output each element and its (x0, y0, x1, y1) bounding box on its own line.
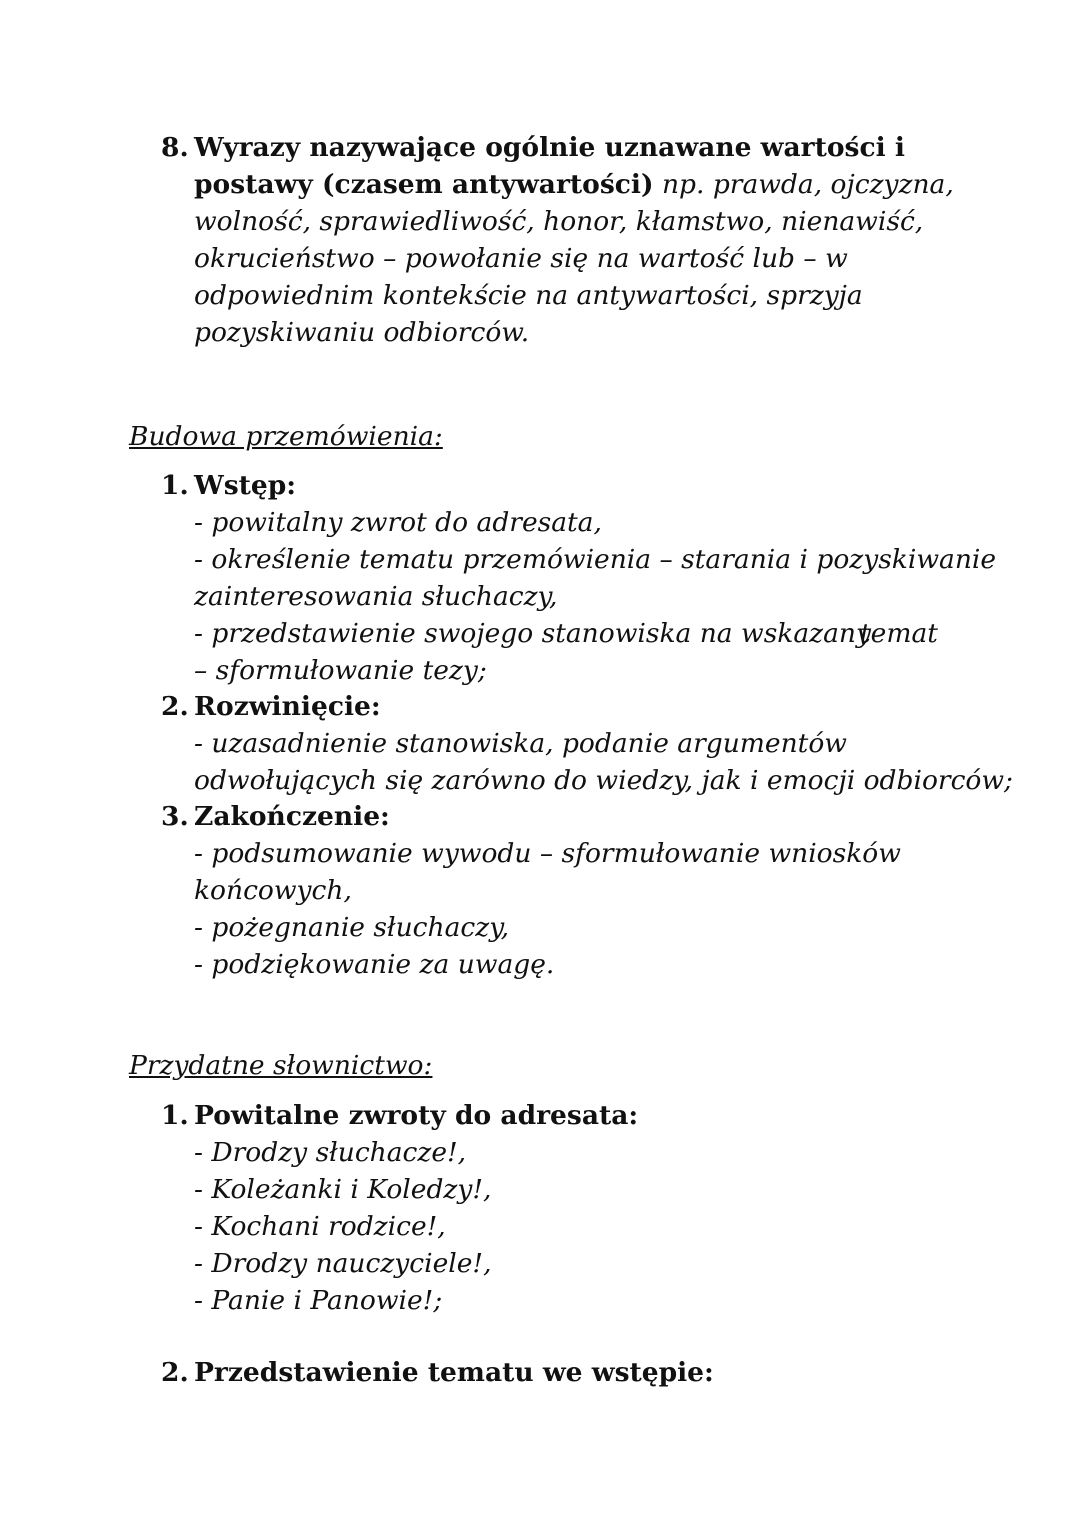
budowa-section1-line4: - przedstawienie swojego stanowiska na wskazany (194, 618, 871, 649)
slownictwo-section2-title: Przedstawienie tematu we wstępie: (194, 1357, 714, 1388)
budowa-section2-title: Rozwinięcie: (194, 691, 381, 722)
budowa-section3-title: Zakończenie: (194, 801, 390, 832)
item8-line2-italic: np. prawda, ojczyzna, (653, 169, 954, 200)
item8-line4: okrucieństwo – powołanie się na wartość lub – w (194, 243, 848, 274)
budowa-section3-line1: - podsumowanie wywodu – sformułowanie wniosków (194, 838, 901, 869)
item8-line2-bold: postawy (czasem antywartości) (194, 169, 654, 200)
slownictwo-section1-line1: - Drodzy słuchacze!, (194, 1137, 467, 1168)
slownictwo-section1-line3: - Kochani rodzice!, (194, 1211, 446, 1242)
item8-line6: pozyskiwaniu odbiorców. (194, 317, 530, 348)
budowa-section1-trailing-word: temat (860, 618, 938, 649)
budowa-section1-line3: zainteresowania słuchaczy, (194, 581, 558, 612)
slownictwo-section2-number: 2. (161, 1357, 189, 1388)
budowa-heading: Budowa przemówienia: (129, 421, 443, 452)
item8-line5: odpowiednim kontekście na antywartości, sprzyja (194, 280, 863, 311)
budowa-section1-line1: - powitalny zwrot do adresata, (194, 507, 602, 538)
slownictwo-heading: Przydatne słownictwo: (129, 1050, 433, 1081)
item8-line3: wolność, sprawiedliwość, honor, kłamstwo, nienawiść, (194, 206, 924, 237)
budowa-section1-number: 1. (161, 470, 189, 501)
item8-number: 8. (161, 132, 189, 163)
budowa-section2-line1: - uzasadnienie stanowiska, podanie argumentów (194, 728, 847, 759)
budowa-section3-line2: końcowych, (194, 875, 352, 906)
slownictwo-section1-line4: - Drodzy nauczyciele!, (194, 1248, 492, 1279)
slownictwo-section1-line2: - Koleżanki i Koledzy!, (194, 1174, 492, 1205)
item8-line1: Wyrazy nazywające ogólnie uznawane wartości i (194, 132, 905, 163)
budowa-section1-line2: - określenie tematu przemówienia – starania i pozyskiwanie (194, 544, 997, 575)
budowa-section3-line4: - podziękowanie za uwagę. (194, 949, 555, 980)
item8-line2 (194, 166, 954, 203)
slownictwo-section1-number: 1. (161, 1100, 189, 1131)
budowa-section3-number: 3. (161, 801, 189, 832)
budowa-section1-title: Wstęp: (194, 470, 297, 501)
slownictwo-section1-line5: - Panie i Panowie!; (194, 1285, 443, 1316)
slownictwo-section1-title: Powitalne zwroty do adresata: (194, 1100, 639, 1131)
budowa-section3-line3: - pożegnanie słuchaczy, (194, 912, 510, 943)
budowa-section2-number: 2. (161, 691, 189, 722)
budowa-section2-line2: odwołujących się zarówno do wiedzy, jak i emocji odbiorców; (194, 765, 1013, 796)
budowa-section1-line5: – sformułowanie tezy; (194, 655, 487, 686)
